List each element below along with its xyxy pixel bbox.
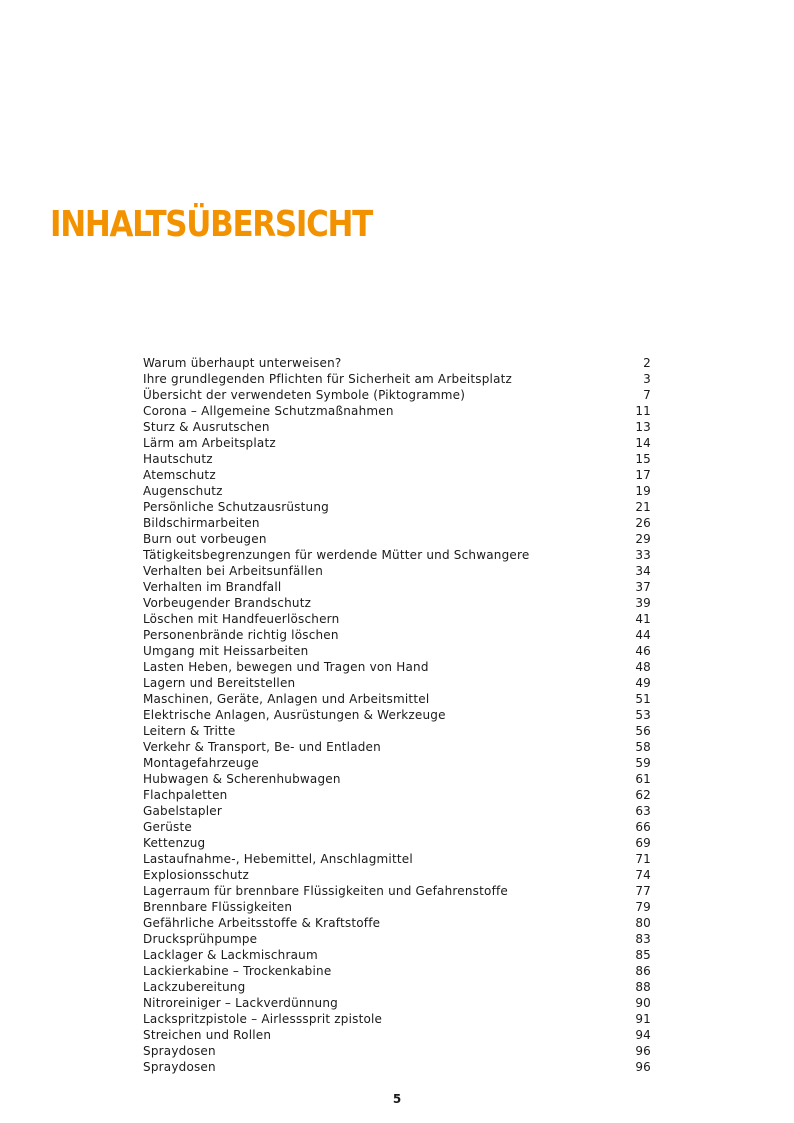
toc-entry[interactable] [143,531,651,547]
toc-entry-title: Flachpaletten [143,788,228,802]
toc-entry[interactable] [143,995,651,1011]
toc-entry[interactable] [143,483,651,499]
toc-entry-page: 56 [635,724,651,738]
toc-entry-page: 66 [635,820,651,834]
toc-entry-title: Verhalten bei Arbeitsunfällen [143,564,324,578]
toc-entry-page: 29 [635,532,651,546]
toc-entry-title: Gerüste [143,820,192,834]
toc-entry-page: 17 [635,468,651,482]
toc-entry-title: Hautschutz [143,452,213,466]
toc-entry-page: 53 [635,708,651,722]
toc-entry-title: Lacklager & Lackmischraum [143,948,318,962]
toc-entry-title: Lagerraum für brennbare Flüssigkeiten und Gefahrenstoffe [143,884,508,898]
toc-entry-title: Spraydosen [143,1060,216,1074]
toc-entry-page: 96 [635,1044,651,1058]
table-of-contents [143,355,651,1075]
toc-entry-page: 86 [635,964,651,978]
toc-entry-title: Hubwagen & Scherenhubwagen [143,772,341,786]
toc-entry-page: 44 [635,628,651,642]
toc-entry-title: Lackzubereitung [143,980,246,994]
toc-entry[interactable] [143,963,651,979]
toc-entry-title: Elektrische Anlagen, Ausrüstungen & Werkzeuge [143,708,446,722]
toc-entry-page: 51 [635,692,651,706]
toc-entry-title: Brennbare Flüssigkeiten [143,900,293,914]
toc-entry[interactable] [143,451,651,467]
toc-entry-page: 62 [635,788,651,802]
toc-entry[interactable] [143,515,651,531]
toc-entry-page: 37 [635,580,651,594]
toc-entry[interactable] [143,771,651,787]
toc-entry[interactable] [143,1027,651,1043]
toc-entry[interactable] [143,563,651,579]
toc-entry-title: Lärm am Arbeitsplatz [143,436,276,450]
toc-entry[interactable] [143,819,651,835]
toc-entry[interactable] [143,403,651,419]
toc-entry[interactable] [143,579,651,595]
toc-entry[interactable] [143,755,651,771]
toc-entry-title: Maschinen, Geräte, Anlagen und Arbeitsmittel [143,692,430,706]
toc-entry-title: Vorbeugender Brandschutz [143,596,312,610]
toc-entry-page: 3 [643,372,651,386]
toc-entry-page: 26 [635,516,651,530]
toc-entry-page: 91 [635,1012,651,1026]
toc-entry-page: 80 [635,916,651,930]
toc-entry-page: 94 [635,1028,651,1042]
toc-entry-page: 15 [635,452,651,466]
toc-entry[interactable] [143,547,651,563]
toc-entry-page: 2 [643,356,651,370]
toc-entry-title: Tätigkeitsbegrenzungen für werdende Mütter und Schwangere [143,548,530,562]
toc-entry[interactable] [143,627,651,643]
toc-entry-title: Burn out vorbeugen [143,532,267,546]
toc-entry-page: 11 [635,404,651,418]
toc-entry-title: Persönliche Schutzausrüstung [143,500,329,514]
toc-entry[interactable] [143,723,651,739]
toc-entry[interactable] [143,675,651,691]
toc-entry-title: Nitroreiniger – Lackverdünnung [143,996,338,1010]
toc-entry-title: Verkehr & Transport, Be- und Entladen [143,740,381,754]
toc-entry-page: 46 [635,644,651,658]
toc-entry-title: Warum überhaupt unterweisen? [143,356,342,370]
toc-entry-page: 85 [635,948,651,962]
toc-entry[interactable] [143,595,651,611]
toc-entry-page: 59 [635,756,651,770]
toc-entry[interactable] [143,739,651,755]
toc-entry[interactable] [143,803,651,819]
toc-entry[interactable] [143,659,651,675]
toc-entry-page: 69 [635,836,651,850]
toc-entry[interactable] [143,883,651,899]
toc-entry-page: 7 [643,388,651,402]
toc-entry-title: Personenbrände richtig löschen [143,628,339,642]
toc-entry[interactable] [143,643,651,659]
toc-entry[interactable] [143,835,651,851]
toc-entry-page: 71 [635,852,651,866]
toc-entry[interactable] [143,899,651,915]
toc-entry-page: 83 [635,932,651,946]
toc-entry-page: 90 [635,996,651,1010]
toc-entry[interactable] [143,851,651,867]
toc-entry-page: 96 [635,1060,651,1074]
toc-entry[interactable] [143,611,651,627]
toc-entry[interactable] [143,435,651,451]
toc-entry[interactable] [143,915,651,931]
toc-entry-title: Löschen mit Handfeuerlöschern [143,612,340,626]
toc-entry-title: Lasten Heben, bewegen und Tragen von Hand [143,660,429,674]
toc-entry[interactable] [143,707,651,723]
toc-entry-title: Montagefahrzeuge [143,756,259,770]
toc-entry-title: Sturz & Ausrutschen [143,420,270,434]
toc-entry-title: Ihre grundlegenden Pflichten für Sicherheit am Arbeitsplatz [143,372,513,386]
toc-entry-page: 58 [635,740,651,754]
toc-entry-page: 13 [635,420,651,434]
toc-entry-page: 39 [635,596,651,610]
toc-entry-title: Streichen und Rollen [143,1028,272,1042]
toc-entry-title: Bildschirmarbeiten [143,516,260,530]
toc-entry-page: 49 [635,676,651,690]
toc-entry-page: 21 [635,500,651,514]
toc-entry-page: 63 [635,804,651,818]
toc-entry-title: Lackierkabine – Trockenkabine [143,964,332,978]
toc-entry[interactable] [143,387,651,403]
toc-entry-title: Gabelstapler [143,804,222,818]
toc-entry-page: 88 [635,980,651,994]
toc-entry-page: 19 [635,484,651,498]
toc-entry-title: Atemschutz [143,468,216,482]
toc-entry-title: Kettenzug [143,836,206,850]
toc-entry-title: Drucksprühpumpe [143,932,258,946]
toc-entry[interactable] [143,979,651,995]
toc-entry-page: 77 [635,884,651,898]
toc-entry[interactable] [143,787,651,803]
toc-entry-title: Verhalten im Brandfall [143,580,282,594]
toc-entry[interactable] [143,691,651,707]
toc-entry-page: 74 [635,868,651,882]
toc-entry-title: Corona – Allgemeine Schutzmaßnahmen [143,404,394,418]
page-title: INHALTSÜBERSICHT [50,204,372,245]
toc-entry-page: 33 [635,548,651,562]
toc-entry-page: 34 [635,564,651,578]
toc-entry-page: 41 [635,612,651,626]
toc-entry-title: Lastaufnahme-, Hebemittel, Anschlagmittel [143,852,413,866]
toc-entry[interactable] [143,355,651,371]
toc-entry[interactable] [143,947,651,963]
toc-entry[interactable] [143,1059,651,1075]
toc-entry-title: Explosionsschutz [143,868,250,882]
toc-entry-title: Spraydosen [143,1044,216,1058]
toc-entry-page: 48 [635,660,651,674]
toc-entry[interactable] [143,1011,651,1027]
toc-entry[interactable] [143,931,651,947]
toc-entry-title: Lackspritzpistole – Airlesssprit zpistole [143,1012,383,1026]
toc-entry-title: Leitern & Tritte [143,724,236,738]
toc-entry[interactable] [143,499,651,515]
toc-entry[interactable] [143,1043,651,1059]
toc-entry-title: Gefährliche Arbeitsstoffe & Kraftstoffe [143,916,381,930]
toc-entry[interactable] [143,419,651,435]
toc-entry-title: Umgang mit Heissarbeiten [143,644,309,658]
toc-entry-page: 79 [635,900,651,914]
toc-entry-page: 61 [635,772,651,786]
toc-entry[interactable] [143,371,651,387]
page-number: 5 [392,1092,402,1106]
toc-entry[interactable] [143,467,651,483]
toc-entry-title: Lagern und Bereitstellen [143,676,296,690]
toc-entry-title: Übersicht der verwendeten Symbole (Piktogramme) [143,388,466,402]
toc-entry[interactable] [143,867,651,883]
toc-entry-page: 14 [635,436,651,450]
toc-entry-title: Augenschutz [143,484,223,498]
